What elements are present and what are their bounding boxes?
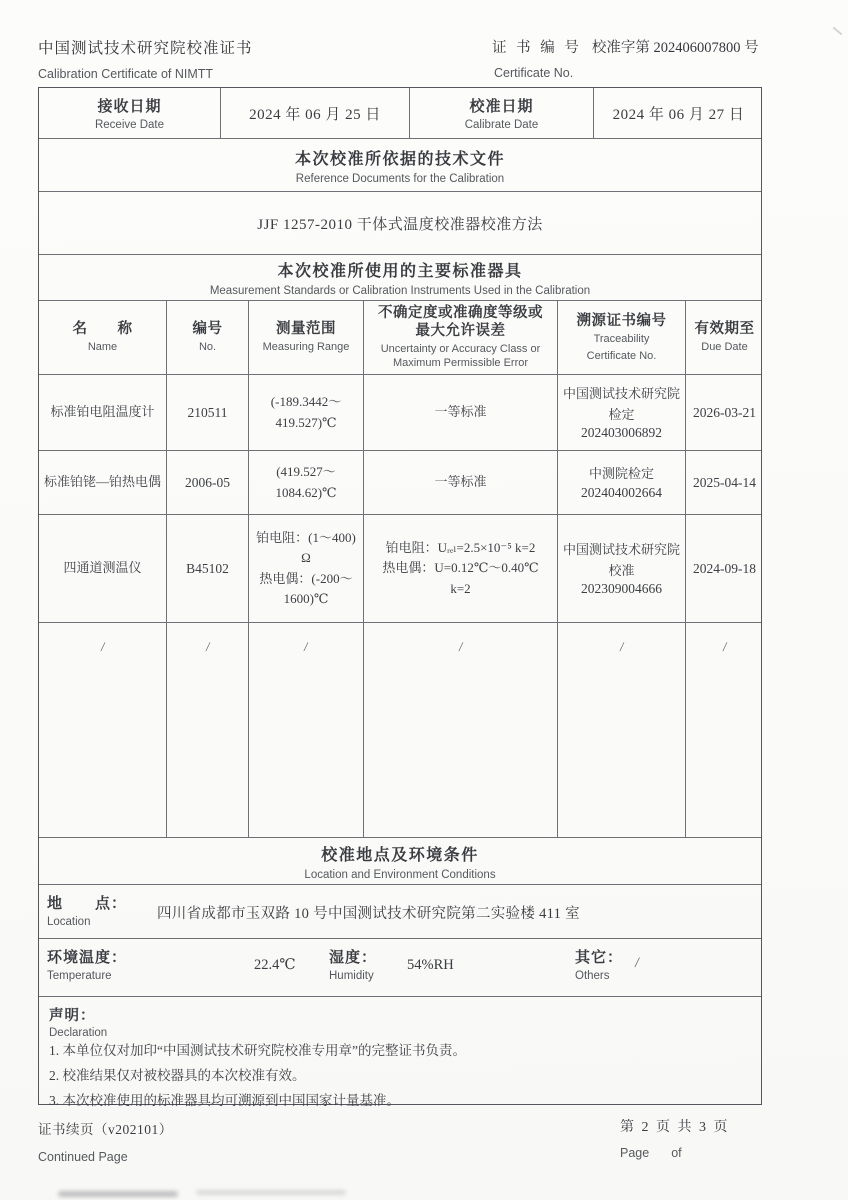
location-value: 四川省成都市玉双路 10 号中国测试技术研究院第二实验楼 411 室 [157, 906, 580, 922]
std2-trace-org: 中测院检定 [588, 466, 654, 482]
of-word: of [671, 1146, 682, 1160]
location-label: 地 点： [47, 896, 128, 912]
calibrate-date-value-cell [593, 88, 763, 138]
col-range-zh: 测量范围 [276, 321, 336, 338]
reference-content-row [39, 191, 761, 254]
std3-uncertainty-line2: 热电偶：U=0.12℃～0.40℃ [382, 560, 539, 576]
std1-trace-no: 202403006892 [581, 424, 662, 440]
standard-row-1 [39, 374, 761, 450]
document-title-block [38, 36, 253, 81]
std3-uncertainty-line1: 铂电阻：Uᵣₑₗ=2.5×10⁻⁵ k=2 [385, 540, 536, 556]
std3-no: B45102 [186, 560, 229, 576]
location-row [39, 884, 761, 938]
location-label-en: Location [47, 916, 91, 928]
std2-name: 标准铂铑—铂热电偶 [43, 474, 161, 490]
certificate-number-value: 校准字第 202406007800 号 [591, 40, 759, 56]
col-trace-zh: 溯源证书编号 [576, 312, 667, 329]
col-uncertainty-en: Uncertainty or Accuracy Class or Maximum Permissible Error [380, 343, 541, 370]
temperature-label-en: Temperature [47, 970, 112, 982]
col-name-en: Name [87, 341, 118, 354]
continued-page-zh: 证书续页（v202101） [38, 1122, 173, 1137]
others-label: 其它： [575, 950, 624, 966]
empty-trace: / [618, 639, 625, 654]
col-header-no [166, 301, 248, 374]
reference-document: JJF 1257-2010 干体式温度校准器校准方法 [257, 216, 543, 233]
empty-due: / [721, 639, 728, 654]
location-header-en: Location and Environment Conditions [304, 868, 496, 881]
standard-row-empty [39, 622, 761, 837]
certificate-number-label-en: Certificate No. [494, 66, 574, 80]
calibrate-date-label: 校准日期 [469, 99, 534, 115]
std2-due: 2025-04-14 [693, 474, 756, 490]
certificate-table [38, 87, 762, 1108]
col-no-en: No. [198, 341, 217, 354]
col-no-zh: 编号 [192, 321, 223, 338]
continued-page-en: Continued Page [38, 1150, 128, 1164]
page-title: 中国测试技术研究院校准证书 [38, 40, 253, 57]
std3-trace-org: 中国测试技术研究院校准 [562, 542, 680, 578]
certificate-number-block [492, 36, 759, 80]
declaration-item-2: 2. 校准结果仅对被校器具的本次校准有效。 [49, 1067, 306, 1083]
standards-column-header-row [39, 300, 761, 374]
reference-header-en: Reference Documents for the Calibration [295, 172, 505, 185]
page-number: 第 2 页 共 3 页 [620, 1120, 730, 1135]
standards-header-en: Measurement Standards or Calibration Instruments Used in the Calibration [209, 285, 591, 297]
declaration-item-3: 3. 本次校准使用的标准器具均可溯源到中国国家计量基准。 [49, 1092, 400, 1108]
page-number-en [620, 1146, 730, 1160]
empty-name: / [99, 639, 106, 654]
std1-trace-org: 中国测试技术研究院检定 [562, 386, 680, 422]
reference-header-zh: 本次校准所依据的技术文件 [294, 150, 505, 168]
col-due-en: Due Date [701, 341, 748, 354]
std3-range-line1: 铂电阻：(1～400) [256, 530, 356, 546]
dates-row [39, 88, 761, 138]
footer-left [38, 1118, 173, 1164]
declaration-row [39, 996, 761, 1106]
std1-uncertainty: 一等标准 [434, 404, 487, 420]
standards-header-zh: 本次校准所使用的主要标准器具 [277, 263, 523, 280]
std1-due: 2026-03-21 [693, 404, 756, 420]
std3-uncertainty-line3: k=2 [450, 580, 471, 596]
std1-name: 标准铂电阻温度计 [50, 404, 155, 420]
empty-range: / [303, 639, 309, 654]
std1-range-line1: (-189.3442～ [270, 394, 342, 410]
empty-uncertainty: / [457, 639, 464, 654]
std3-due: 2024-09-18 [693, 560, 756, 576]
col-trace-en1: Traceability [593, 332, 650, 345]
footer-right [620, 1116, 730, 1160]
std2-uncertainty: 一等标准 [434, 474, 487, 490]
col-name-zh: 名 称 [72, 321, 133, 338]
std3-name: 四通道测温仪 [63, 560, 142, 576]
standards-section-header [39, 254, 761, 300]
calibrate-date-label-cell [409, 88, 593, 138]
col-header-range [248, 301, 363, 374]
location-header-zh: 校准地点及环境条件 [321, 846, 479, 864]
reference-section-header [39, 138, 761, 191]
col-header-due [685, 301, 763, 374]
declaration-label-en: Declaration [49, 1027, 108, 1039]
standard-row-2 [39, 450, 761, 514]
scan-smudge-artifact-2 [196, 1190, 346, 1195]
col-uncertainty-zh1: 不确定度或准确度等级或 [378, 305, 543, 322]
declaration-item-1: 1. 本单位仅对加印“中国测试技术研究院校准专用章”的完整证书负责。 [49, 1043, 466, 1058]
std1-no: 210511 [187, 404, 228, 420]
humidity-label-en: Humidity [329, 970, 374, 982]
std2-range-line1: (419.527～ [276, 464, 336, 480]
others-label-en: Others [575, 970, 610, 982]
empty-no: / [204, 639, 211, 654]
col-header-uncertainty [363, 301, 557, 374]
col-header-traceability [557, 301, 685, 374]
col-due-zh: 有效期至 [694, 321, 755, 338]
col-uncertainty-zh2: 最大允许误差 [415, 323, 506, 340]
std2-no: 2006-05 [185, 474, 230, 490]
std2-range-line2: 1084.62)℃ [275, 484, 337, 500]
std2-trace-no: 202404002664 [581, 484, 662, 500]
receive-date-label-cell [39, 88, 220, 138]
others-value: / [633, 955, 641, 971]
col-trace-en2: Certificate No. [586, 349, 657, 362]
location-section-header [39, 837, 761, 884]
humidity-value: 54%RH [407, 957, 454, 973]
std3-range-line3: 热电偶：(-200～ [259, 570, 353, 586]
receive-date-label: 接收日期 [97, 99, 162, 115]
col-range-en: Measuring Range [262, 341, 350, 354]
certificate-number-label: 证 书 编 号 [492, 40, 582, 56]
standard-row-3 [39, 514, 761, 622]
receive-date-label-en: Receive Date [94, 119, 165, 131]
receive-date-value: 2024 年 06 月 25 日 [249, 106, 381, 123]
temperature-label: 环境温度： [47, 950, 128, 966]
calibrate-date-label-en: Calibrate Date [464, 119, 539, 131]
std1-range-line2: 419.527)℃ [275, 414, 337, 430]
temperature-value: 22.4℃ [254, 957, 296, 973]
receive-date-value-cell [220, 88, 409, 138]
declaration-label: 声明： [49, 1008, 96, 1024]
std3-range-line2: Ω [301, 550, 311, 566]
humidity-label: 湿度： [329, 950, 378, 966]
scan-smudge-artifact [58, 1191, 178, 1197]
page-title-en: Calibration Certificate of NIMTT [38, 67, 214, 81]
scan-corner-artifact [833, 27, 843, 36]
col-header-name [39, 301, 166, 374]
calibrate-date-value: 2024 年 06 月 27 日 [612, 106, 745, 123]
std3-trace-no: 202309004666 [581, 580, 662, 596]
page-word: Page [620, 1146, 650, 1160]
std3-range-line4: 1600)℃ [283, 590, 329, 606]
environment-row [39, 938, 761, 996]
